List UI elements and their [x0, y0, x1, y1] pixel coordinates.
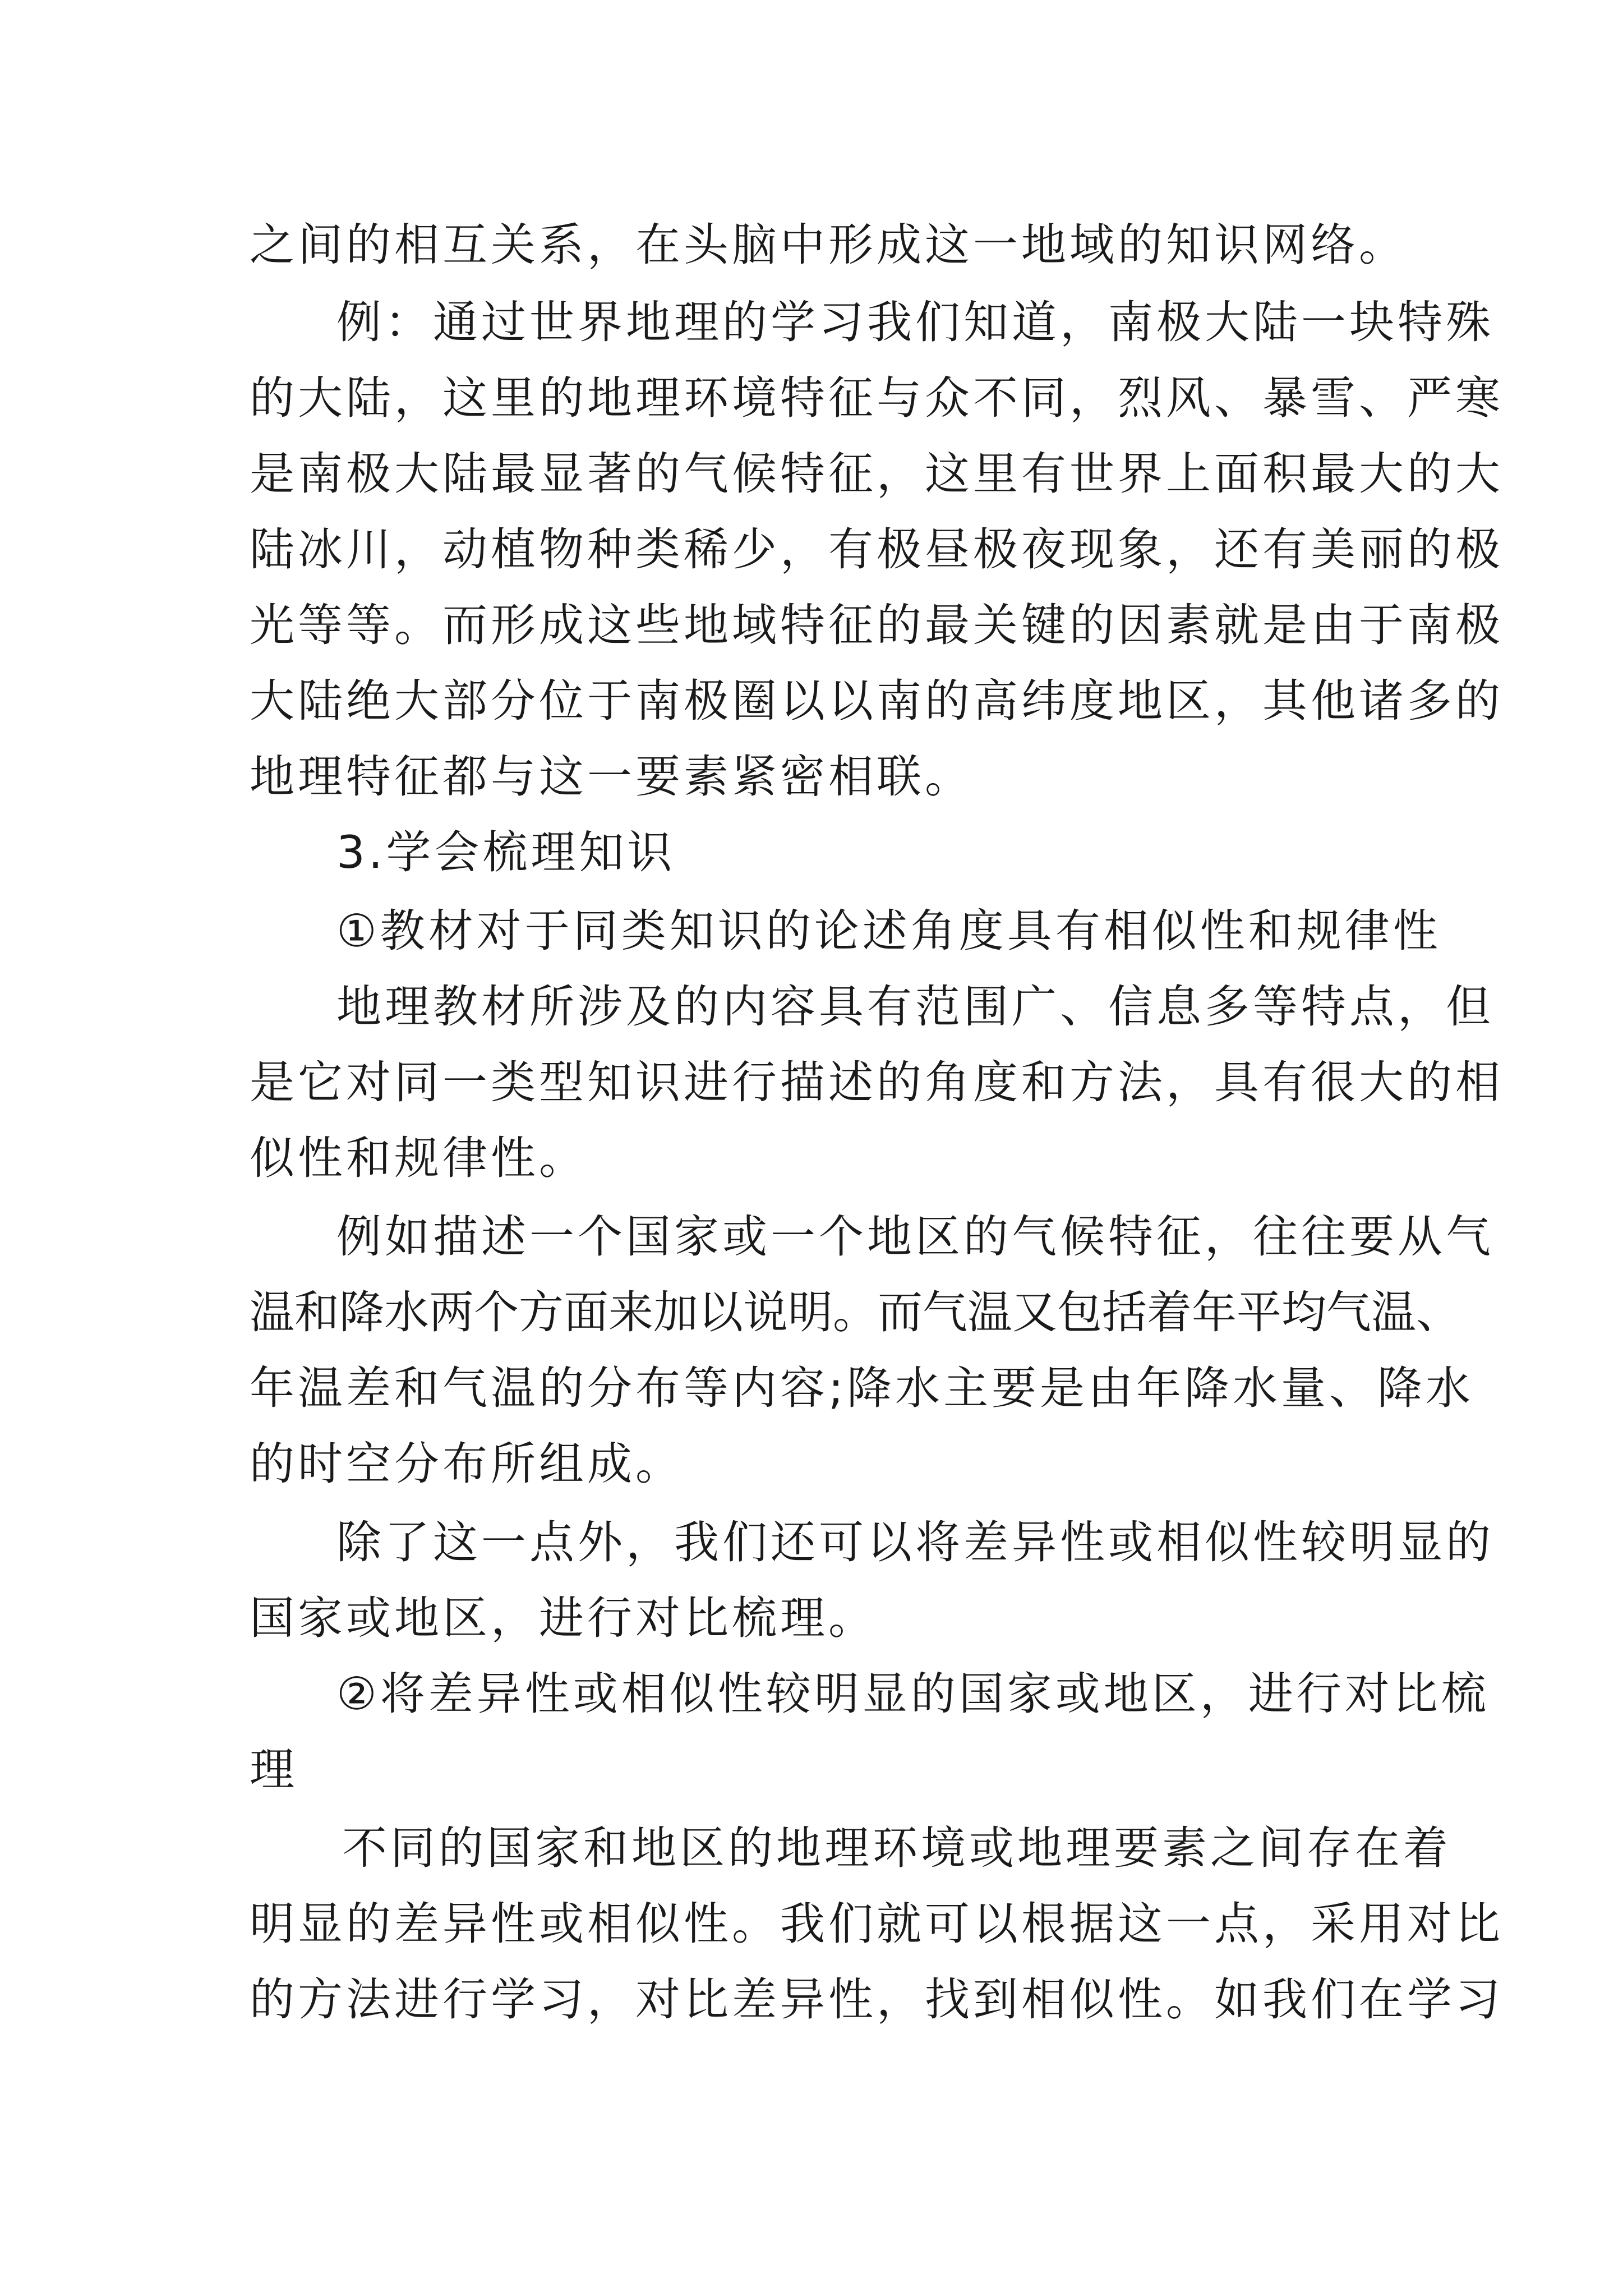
text-line: 不同的国家和地区的地理环境或地理要素之间存在着 — [342, 1822, 1451, 1874]
text-line: 除了这一点外，我们还可以将差异性或相似性较明显的 — [336, 1516, 1494, 1568]
text-line: 明显的差异性或相似性。我们就可以根据这一点，采用对比 — [250, 1898, 1504, 1950]
text-line: 国家或地区，进行对比梳理。 — [250, 1592, 877, 1644]
text-line: 例如描述一个国家或一个地区的气候特征，往往要从气 — [336, 1211, 1494, 1263]
text-line: 似性和规律性。 — [250, 1132, 587, 1184]
text-line: 是南极大陆最显著的气候特征，这里有世界上面积最大的大 — [250, 448, 1504, 500]
section-heading: 3.学会梳理知识 — [336, 826, 676, 878]
text-line: 年温差和气温的分布等内容;降水主要是由年降水量、降水 — [250, 1362, 1474, 1414]
text-line: 例：通过世界地理的学习我们知道，南极大陆一块特殊 — [336, 296, 1494, 348]
text-line: 的时空分布所组成。 — [250, 1438, 684, 1490]
text-line: 温和降水两个方面来加以说明。而气温又包括着年平均气温、 — [250, 1286, 1461, 1338]
subsection-heading: 理 — [250, 1743, 298, 1796]
text-line: 陆冰川，动植物种类稀少，有极昼极夜现象，还有美丽的极 — [250, 523, 1504, 576]
text-line: 的方法进行学习，对比差异性，找到相似性。如我们在学习 — [250, 1973, 1504, 2026]
text-line: 的大陆，这里的地理环境特征与众不同，烈风、暴雪、严寒 — [250, 372, 1504, 424]
text-line: 之间的相互关系，在头脑中形成这一地域的知识网络。 — [250, 219, 1407, 271]
text-line: 地理教材所涉及的内容具有范围广、信息多等特点，但 — [336, 981, 1494, 1033]
subsection-heading: ①教材对于同类知识的论述角度具有相似性和规律性 — [336, 905, 1441, 957]
text-line: 地理特征都与这一要素紧密相联。 — [250, 751, 973, 803]
text-line: 是它对同一类型知识进行描述的角度和方法，具有很大的相 — [250, 1056, 1504, 1108]
subsection-heading: ②将差异性或相似性较明显的国家或地区，进行对比梳 — [336, 1668, 1490, 1720]
text-line: 光等等。而形成这些地域特征的最关键的因素就是由于南极 — [250, 599, 1504, 651]
text-line: 大陆绝大部分位于南极圈以以南的高纬度地区，其他诸多的 — [250, 675, 1504, 727]
